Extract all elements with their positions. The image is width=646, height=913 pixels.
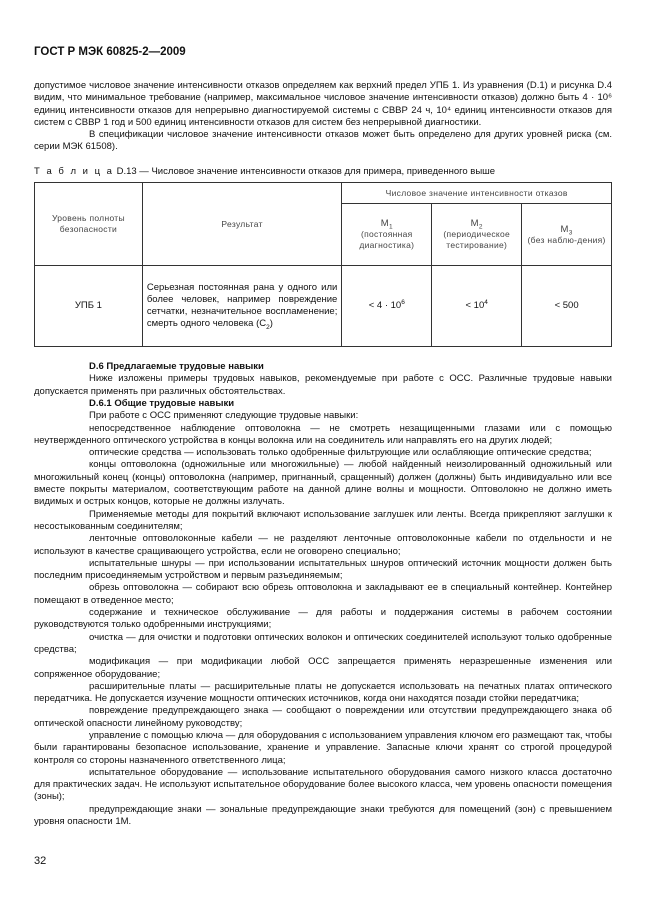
list-item: испытательное оборудование — использование испытательного оборудования самого низкого класса достаточно для практических задач. Не используют испытательное оборудование более высокого класса, чем уровень опасности помещения (зоны);: [34, 766, 612, 803]
section-d61-lead: При работе с ОСС применяют следующие трудовые навыки:: [89, 410, 359, 422]
list-item: ленточные оптоволоконные кабели — не разделяют ленточные оптоволоконные кабели по отдельности и не используют в качестве сращивающего устройства, если не оговорено специально;: [34, 533, 612, 557]
header-sil: Уровень полноты безопасности: [35, 183, 143, 266]
document-header: ГОСТ Р МЭК 60825-2—2009: [34, 46, 186, 58]
list-item: предупреждающие знаки — зональные предупреждающие знаки требуются для помещений (зон) с превышением уровня опасности 1М.: [34, 803, 612, 828]
cell-m1-value: < $4 \cdot 10^6$: [342, 266, 432, 347]
section-d61-title: D.6.1 Общие трудовые навыки: [89, 397, 235, 409]
intro-paragraph-1: допустимое числовое значение интенсивности отказов определяем как верхний предел УПБ 1. Из уравнения (D.1) и рисунка D.4 видим, что минимальное требование (например, максимальное числовое значение интенсивности отказов) должно быть 4 · 10⁶ единиц интенсивности отказов для непрерывно диагностируемой системы с СВВР 24 ч, 10⁴ единиц интенсивности отказов для систем с СВВР 1 год и 500 единиц интенсивности отказов для систем без непрерывной диагностики.: [34, 80, 612, 128]
table-caption-text: D.13 — Числовое значение интенсивности отказов для примера, приведенного выше: [116, 165, 496, 177]
practice-list: [34, 423, 612, 829]
list-item: непосредственное наблюдение оптоволокна — не смотреть незащищенными глазами или с помощью неутвержденного оптического устройства в концы волокна или на соединитель или направлять его на других людей;: [34, 422, 612, 446]
list-item: модификация — при модификации любой ОСС запрещается применять неразрешенные изменения или сопряженное оборудование;: [34, 656, 612, 680]
header-m3: $M_3$ (без наблю-дения): [522, 204, 612, 266]
header-result: Результат: [142, 183, 342, 266]
failure-rate-table: [34, 182, 612, 347]
header-m1: $M_1$ (постоянная диагностика): [342, 204, 432, 266]
section-d6-text: Ниже изложены примеры трудовых навыков, рекомендуемые при работе с ОСС. Различные трудовые навыки допускается применять при различных обстоятельствах.: [34, 373, 612, 397]
cell-sil-level: УПБ 1: [35, 266, 143, 347]
cell-m3-value: < 500: [522, 266, 612, 347]
page-body: [34, 80, 612, 828]
page-number: 32: [34, 855, 47, 867]
section-d6-title: D.6 Предлагаемые трудовые навыки: [89, 361, 264, 373]
list-item: очистка — для очистки и подготовки оптических волокон и оптических соединителей используют только одобренные средства;: [34, 631, 612, 655]
table-row: [35, 266, 612, 347]
table-caption-prefix: Т а б л и ц а: [34, 165, 114, 177]
list-item: содержание и техническое обслуживание — для работы и поддержания системы в рабочем состоянии руководствуются только одобренными инструкциями;: [34, 607, 612, 631]
intro-paragraph-2: В спецификации числовое значение интенсивности отказов может быть определено для других уровней риска (см. серии МЭК 61508).: [34, 129, 612, 153]
cell-m2-value: < $10^4$: [432, 266, 522, 347]
cell-result: Серьезная постоянная рана у одного или более человек, например повреждение сетчатки, незначительное воспламенение; смерть одного человека $(C_2)$: [142, 266, 342, 347]
list-item: оптические средства — использовать только одобренные фильтрующие или ослабляющие оптические средства;: [89, 447, 592, 459]
header-failure-rate-group: Числовое значение интенсивности отказов: [342, 183, 612, 204]
list-item: испытательные шнуры — при использовании испытательных шнуров оптический источник мощности должен быть последним присоединяемым устройством и первым разъединяемым;: [34, 557, 612, 582]
list-item: повреждение предупреждающего знака — сообщают о повреждении или отсутствии предупреждающего знака об оптической опасности линейному руководству;: [34, 705, 612, 729]
header-m2: $M_2$ (периодическое тестирование): [432, 204, 522, 266]
list-item: концы оптоволокна (одножильные или многожильные) — любой найденный неизолированный одножильный или многожильный конец (концы) оптоволокна (например, пригнанный, сращенный) должен (должны) быть индивидуально или все вместе покрыты материалом, соответствующим работе на данной длине волны и мощности. Оптоволокно не должно иметь видимых и острых концов, которые не должны излучать.: [34, 459, 612, 508]
table-caption: [34, 166, 612, 178]
list-item: расширительные платы — расширительные платы не допускается использовать на печатных платах оптического передатчика. Не допускается изучение мощности оптических источников, когда они находятся позади стойки передатчика;: [34, 680, 612, 705]
list-item: Применяемые методы для покрытий включают использование заглушек или ленты. Всегда прикрепляют заглушки к несостыкованным соединителям;: [34, 508, 612, 532]
list-item: обрезь оптоволокна — собирают всю обрезь оптоволокна и закладывают ее в специальный контейнер. Контейнер помещают в отведенное место;: [34, 582, 612, 606]
list-item: управление с помощью ключа — для оборудования с использованием управления ключом его размещают так, чтобы были гарантированы безопасное использование, хранение и управление. Запасные ключи хранят со строгой процедурой контроля со стороны назначенного ответственного лица;: [34, 729, 612, 766]
